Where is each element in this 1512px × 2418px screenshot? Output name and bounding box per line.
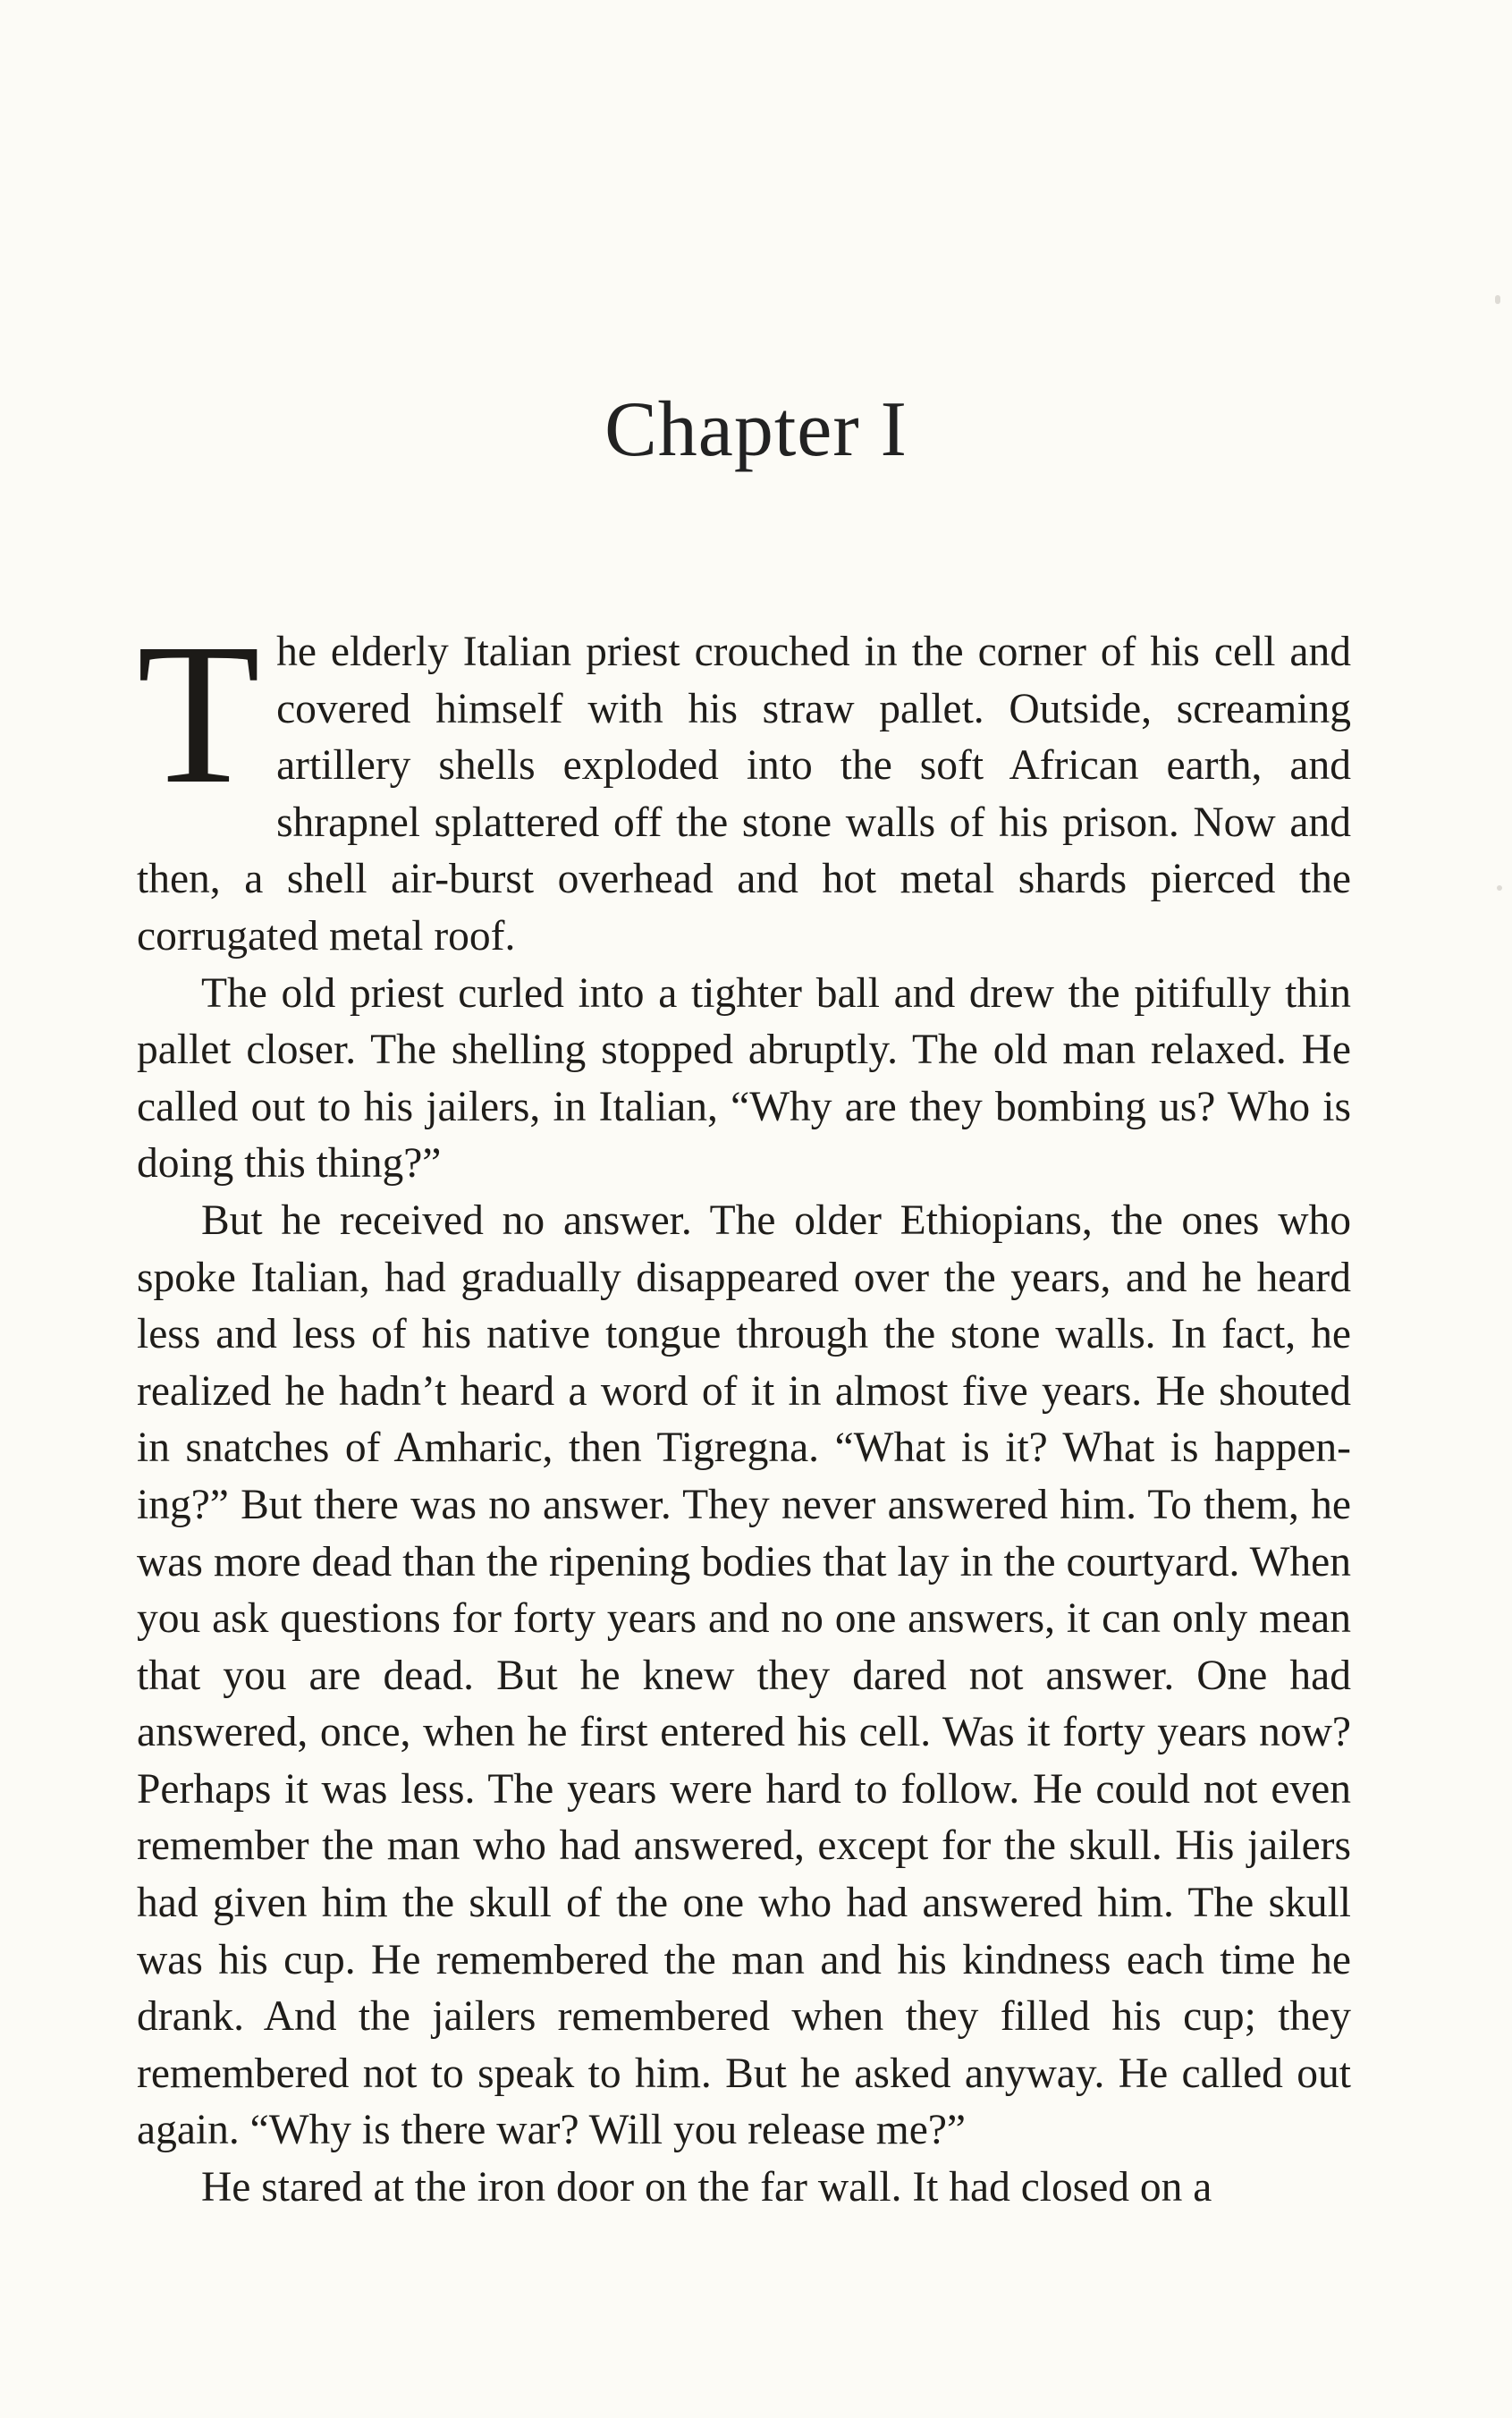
paragraph-1-text: he elderly Italian priest crouched in the corner of his cell and covered himself with his straw pallet. Outside, screaming artillery shells exploded into the soft African earth, and shrapnel splattered off the stone walls of his prison. Now and then, a shell air-burst overhead and hot metal shards pierced the corrugated metal roof. bbox=[137, 629, 1351, 960]
drop-cap: T bbox=[137, 602, 261, 825]
paragraph-4: He stared at the iron door on the far wall. It had closed on a bbox=[201, 2164, 1212, 2211]
paragraph-3: But he received no answer. The older Ethiopians, the ones who spoke Italian, had gradually disappeared over the years, and he heard less and less of his native tongue through the stone walls. In fact, he realized he hadn’t heard a word of it in almost five years. He shouted in snatches of Amharic, then Tigregna. “What is it? What is happening?” But there was no answer. They never answered him. To them, he was more dead than the ripening bodies that lay in the courtyard. When you ask questions for forty years and no one answers, it can only mean that you are dead. But he knew they dared not answer. One had answered, once, when he first entered his cell. Was it forty years now? Perhaps it was less. The years were hard to follow. He could not even remember the man who had answered, except for the skull. His jailers had given him the skull of the one who had answered him. The skull was his cup. He remembered the man and his kindness each time he drank. And the jailers remembered when they filled his cup; they remembered not to speak to him. But he asked anyway. He called out again. “Why is there war? Will you release me?” bbox=[137, 1196, 1351, 2154]
paragraph-2: The old priest curled into a tighter ball and drew the pitifully thin pallet closer. The shelling stopped abruptly. The old man relaxed. He called out to his jailers, in Italian, “Why are they bombing us? Who is doing this thing?” bbox=[137, 969, 1351, 1188]
chapter-title: Chapter I bbox=[604, 386, 908, 473]
scan-speck bbox=[1495, 295, 1500, 304]
scan-speck bbox=[1497, 885, 1502, 891]
paragraph-1 bbox=[137, 602, 1351, 966]
chapter-body bbox=[137, 602, 1351, 2217]
